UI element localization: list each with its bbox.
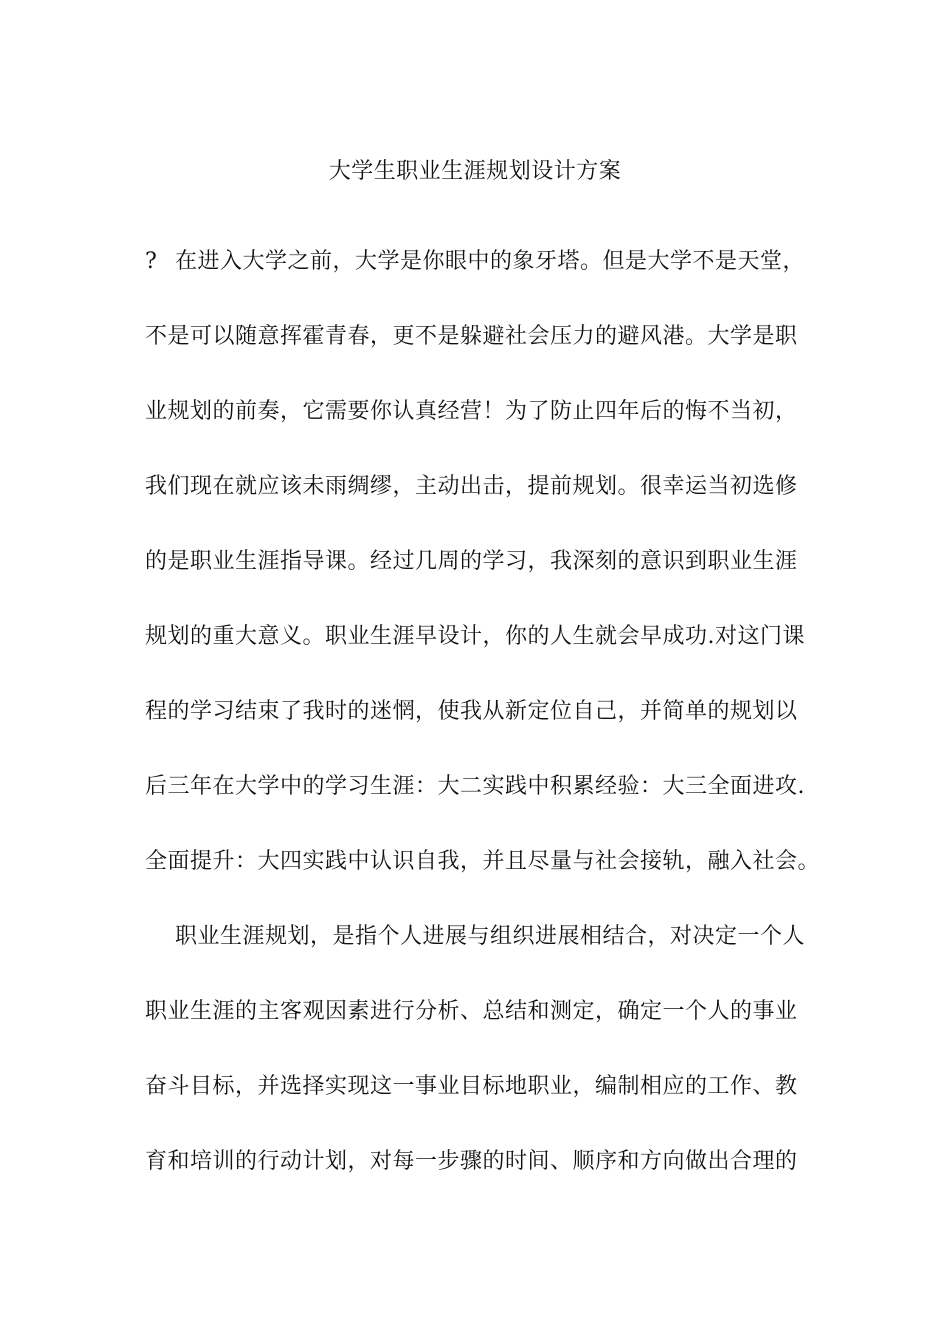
paragraph-line: 职业生涯的主客观因素进行分析、总结和测定，确定一个人的事业 <box>145 999 798 1024</box>
paragraph-line: 育和培训的行动计划，对每一步骤的时间、顺序和方向做出合理的 <box>145 1149 798 1174</box>
paragraph-line: 后三年在大学中的学习生涯：大二实践中积累经验：大三全面进攻. <box>145 774 805 799</box>
paragraph-line: 我们现在就应该未雨绸缪，主动出击，提前规划。很幸运当初选修 <box>145 474 798 499</box>
paragraph-line <box>145 247 805 277</box>
document-title: 大学生职业生涯规划设计方案 <box>328 159 622 184</box>
paragraph-line: 全面提升：大四实践中认识自我，并且尽量与社会接轨，融入社会。 <box>145 849 821 874</box>
paragraph-line: 规划的重大意义。职业生涯早设计，你的人生就会早成功.对这门课 <box>145 624 805 649</box>
line-text: 在进入大学之前，大学是你眼中的象牙塔。但是大学不是天堂， <box>175 249 806 274</box>
paragraph-line: 职业生涯规划，是指个人进展与组织进展相结合，对决定一个人 <box>175 924 806 949</box>
paragraph-line: 不是可以随意挥霍青春，更不是躲避社会压力的避风港。大学是职 <box>145 324 798 349</box>
list-marker: ? <box>145 249 158 274</box>
paragraph-line: 奋斗目标，并选择实现这一事业目标地职业，编制相应的工作、教 <box>145 1074 798 1099</box>
paragraph-line: 程的学习结束了我时的迷惘，使我从新定位自己，并简单的规划以 <box>145 699 798 724</box>
paragraph-line: 的是职业生涯指导课。经过几周的学习，我深刻的意识到职业生涯 <box>145 549 798 574</box>
paragraph-line: 业规划的前奏，它需要你认真经营！为了防止四年后的悔不当初， <box>145 399 798 424</box>
